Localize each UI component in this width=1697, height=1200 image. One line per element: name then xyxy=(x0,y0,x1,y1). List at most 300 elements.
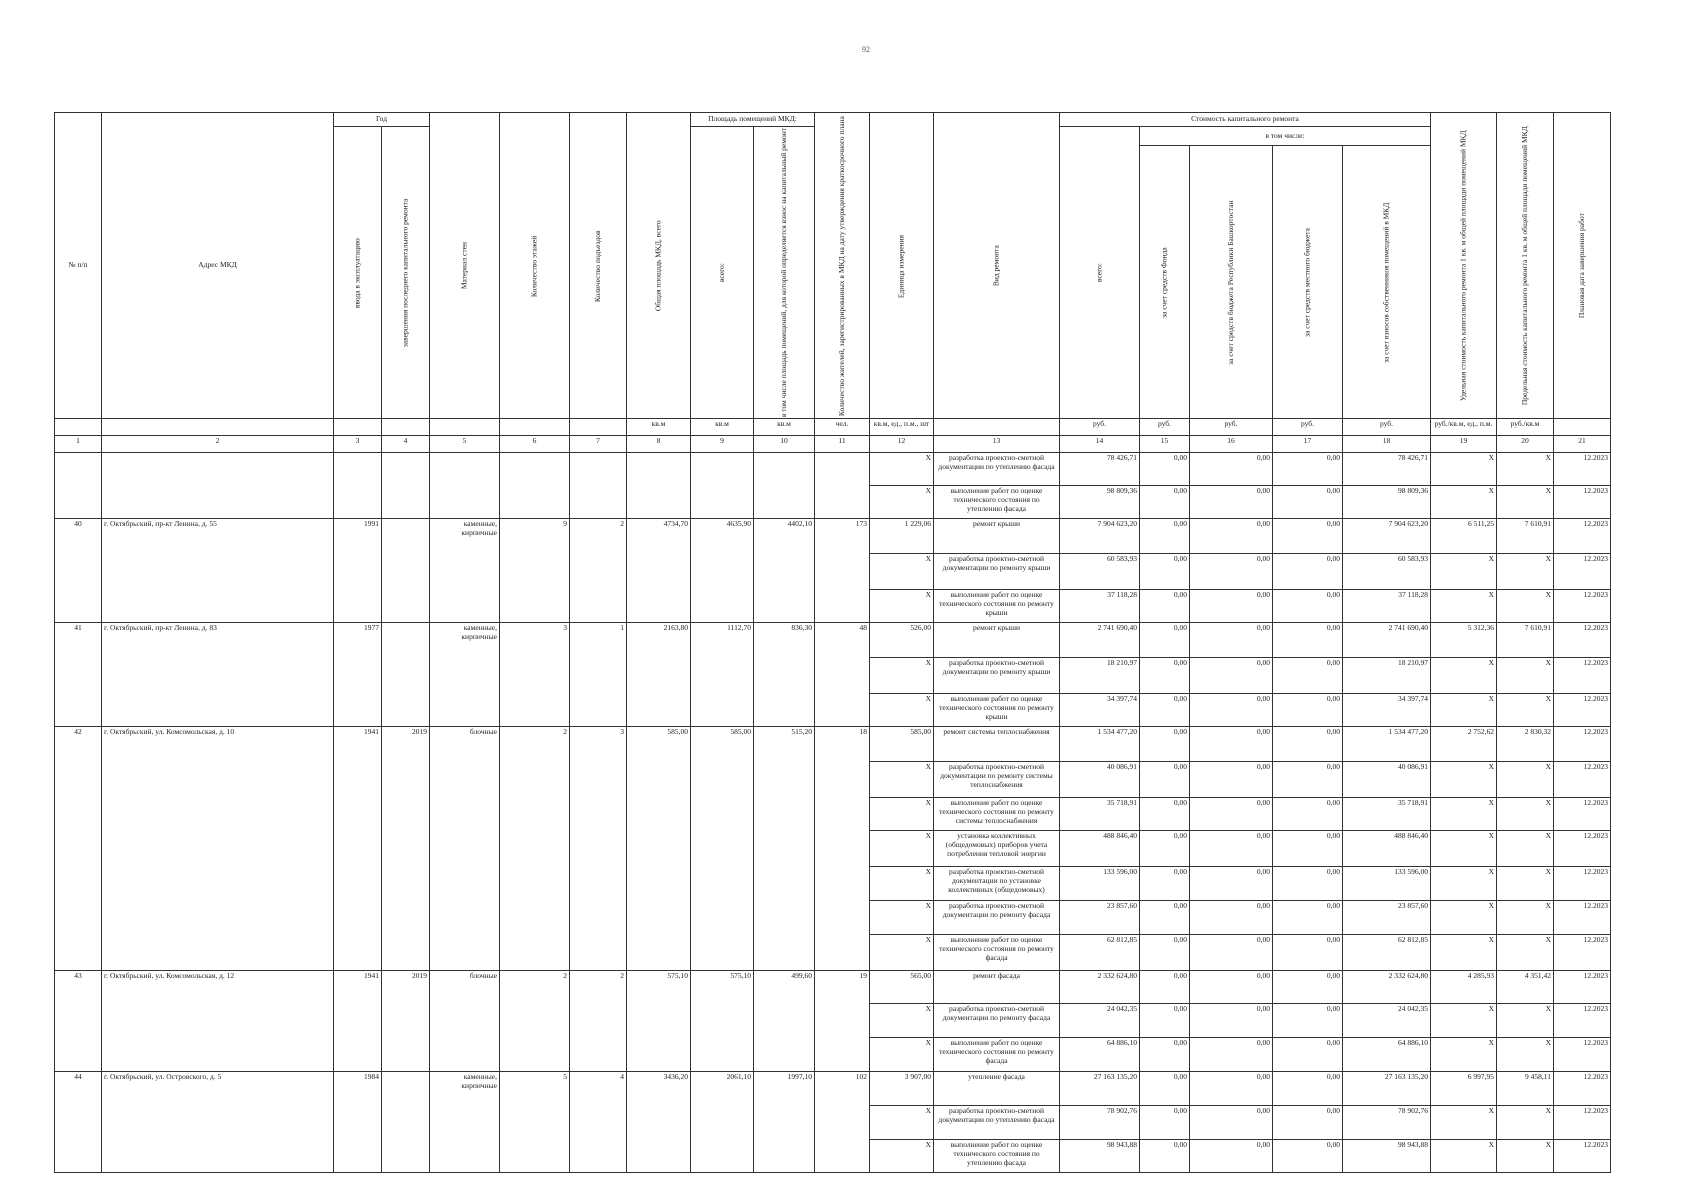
work-type-cell: установка коллективных (общедомовых) приборов учета потребления тепловой энергии xyxy=(934,831,1060,867)
floors-cell: 2 xyxy=(500,727,570,971)
num-cell: 40 xyxy=(55,519,102,623)
cost-local-cell: 0,00 xyxy=(1273,798,1343,831)
address-cell: г. Октябрьский, ул. Комсомольская, д. 10 xyxy=(102,727,334,971)
year-cell xyxy=(334,453,382,519)
specific-cost-cell: 2 752,62 xyxy=(1431,727,1497,762)
specific-cost-cell: X xyxy=(1431,901,1497,935)
col-index: 2 xyxy=(102,436,334,453)
unit-cell: 526,00 xyxy=(870,623,934,658)
total-area-cell: 575,10 xyxy=(627,971,691,1072)
cost-local-cell: 0,00 xyxy=(1273,658,1343,694)
cost-republic-cell: 0,00 xyxy=(1190,1038,1273,1072)
cost-republic-cell: 0,00 xyxy=(1190,971,1273,1004)
cost-owners-cell: 18 210,97 xyxy=(1343,658,1431,694)
cost-local-cell: 0,00 xyxy=(1273,1140,1343,1173)
max-cost-cell: X xyxy=(1497,486,1554,519)
col-index: 15 xyxy=(1140,436,1190,453)
cost-owners-cell: 62 812,85 xyxy=(1343,935,1431,971)
cost-republic-cell: 0,00 xyxy=(1190,831,1273,867)
specific-cost-cell: X xyxy=(1431,935,1497,971)
cost-total-cell: 62 812,85 xyxy=(1060,935,1140,971)
last-repair-cell xyxy=(382,623,430,727)
residents-cell: 48 xyxy=(815,623,870,727)
header-wall-material: Материал стен xyxy=(430,113,500,419)
cost-republic-cell: 0,00 xyxy=(1190,1140,1273,1173)
cost-total-cell: 78 902,76 xyxy=(1060,1106,1140,1140)
col-index: 18 xyxy=(1343,436,1431,453)
unit-cell: чел. xyxy=(815,419,870,436)
specific-cost-cell: X xyxy=(1431,554,1497,590)
floors-cell: 3 xyxy=(500,623,570,727)
cost-total-cell: 35 718,91 xyxy=(1060,798,1140,831)
planned-date-cell: 12.2023 xyxy=(1554,831,1611,867)
work-type-cell: разработка проектно-сметной документации по утеплению фасада xyxy=(934,453,1060,486)
max-cost-cell: X xyxy=(1497,554,1554,590)
work-type-cell: ремонт системы теплоснабжения xyxy=(934,727,1060,762)
residents-cell: 102 xyxy=(815,1072,870,1173)
address-cell: г. Октябрьский, пр-кт Ленина, д. 83 xyxy=(102,623,334,727)
work-type-cell: утепление фасада xyxy=(934,1072,1060,1106)
last-repair-cell: 2019 xyxy=(382,971,430,1072)
premises-cell: 4635,90 xyxy=(691,519,754,623)
unit-cell: X xyxy=(870,453,934,486)
cost-fund-cell: 0,00 xyxy=(1140,590,1190,623)
num-cell: 44 xyxy=(55,1072,102,1173)
residents-area-cell xyxy=(754,453,815,519)
col-index: 19 xyxy=(1431,436,1497,453)
work-type-cell: выполнение работ по оценке технического состояния по утеплению фасада xyxy=(934,1140,1060,1173)
cost-fund-cell: 0,00 xyxy=(1140,971,1190,1004)
premises-cell: 2061,10 xyxy=(691,1072,754,1173)
unit-cell: руб. xyxy=(1190,419,1273,436)
cost-republic-cell: 0,00 xyxy=(1190,798,1273,831)
entrances-cell: 4 xyxy=(570,1072,627,1173)
material-cell xyxy=(430,453,500,519)
col-index: 1 xyxy=(55,436,102,453)
specific-cost-cell: X xyxy=(1431,453,1497,486)
unit-cell: X xyxy=(870,798,934,831)
num-cell xyxy=(55,453,102,519)
header-floors: Количество этажей xyxy=(500,113,570,419)
unit-cell: X xyxy=(870,831,934,867)
unit-cell: X xyxy=(870,935,934,971)
unit-cell: X xyxy=(870,901,934,935)
unit-cell: руб. xyxy=(1273,419,1343,436)
col-index: 10 xyxy=(754,436,815,453)
year-cell: 1984 xyxy=(334,1072,382,1173)
premises-cell: 585,00 xyxy=(691,727,754,971)
residents-area-cell: 4402,10 xyxy=(754,519,815,623)
cost-local-cell: 0,00 xyxy=(1273,590,1343,623)
header-republic: за счет средств бюджета Республики Башкортостан xyxy=(1190,146,1273,419)
cost-owners-cell: 1 534 477,20 xyxy=(1343,727,1431,762)
address-cell: г. Октябрьский, пр-кт Ленина, д. 55 xyxy=(102,519,334,623)
year-cell: 1941 xyxy=(334,727,382,971)
last-repair-cell xyxy=(382,453,430,519)
cost-fund-cell: 0,00 xyxy=(1140,554,1190,590)
unit-cell: кв.м xyxy=(754,419,815,436)
cost-local-cell: 0,00 xyxy=(1273,519,1343,554)
specific-cost-cell: 4 285,93 xyxy=(1431,971,1497,1004)
cost-local-cell: 0,00 xyxy=(1273,694,1343,727)
last-repair-cell: 2019 xyxy=(382,727,430,971)
unit-cell: руб. xyxy=(1343,419,1431,436)
work-type-cell: выполнение работ по оценке технического состояния по ремонту фасада xyxy=(934,1038,1060,1072)
cost-total-cell: 488 846,40 xyxy=(1060,831,1140,867)
column-index-row xyxy=(55,436,1611,453)
col-index: 16 xyxy=(1190,436,1273,453)
col-index: 14 xyxy=(1060,436,1140,453)
col-index: 7 xyxy=(570,436,627,453)
entrances-cell: 3 xyxy=(570,727,627,971)
cost-owners-cell: 78 902,76 xyxy=(1343,1106,1431,1140)
header-specific-cost: Удельная стоимость капитального ремонта 1 кв. м общей площади помещений МКД xyxy=(1431,113,1497,419)
unit-cell: X xyxy=(870,1004,934,1038)
unit-cell: 565,00 xyxy=(870,971,934,1004)
max-cost-cell: X xyxy=(1497,935,1554,971)
cost-owners-cell: 64 886,10 xyxy=(1343,1038,1431,1072)
work-type-cell: ремонт крыши xyxy=(934,623,1060,658)
planned-date-cell: 12.2023 xyxy=(1554,623,1611,658)
unit-cell: X xyxy=(870,1106,934,1140)
work-type-cell: разработка проектно-сметной документации по ремонту фасада xyxy=(934,901,1060,935)
specific-cost-cell: X xyxy=(1431,1038,1497,1072)
cost-owners-cell: 60 583,93 xyxy=(1343,554,1431,590)
unit-cell: руб. xyxy=(1060,419,1140,436)
floors-cell: 9 xyxy=(500,519,570,623)
max-cost-cell: X xyxy=(1497,831,1554,867)
planned-date-cell: 12.2023 xyxy=(1554,519,1611,554)
last-repair-cell xyxy=(382,519,430,623)
specific-cost-cell: X xyxy=(1431,867,1497,901)
cost-owners-cell: 34 397,74 xyxy=(1343,694,1431,727)
max-cost-cell: 7 610,91 xyxy=(1497,623,1554,658)
col-index: 5 xyxy=(430,436,500,453)
header-total-area: Общая площадь МКД, всего xyxy=(627,113,691,419)
unit-cell: X xyxy=(870,762,934,798)
cost-owners-cell: 35 718,91 xyxy=(1343,798,1431,831)
max-cost-cell: 7 610,91 xyxy=(1497,519,1554,554)
total-area-cell xyxy=(627,453,691,519)
cost-fund-cell: 0,00 xyxy=(1140,1038,1190,1072)
cost-republic-cell: 0,00 xyxy=(1190,867,1273,901)
cost-local-cell: 0,00 xyxy=(1273,1004,1343,1038)
cost-republic-cell: 0,00 xyxy=(1190,453,1273,486)
cost-republic-cell: 0,00 xyxy=(1190,762,1273,798)
col-index: 21 xyxy=(1554,436,1611,453)
unit-cell: руб./кв.м, ед., п.м. xyxy=(1431,419,1497,436)
residents-area-cell: 515,20 xyxy=(754,727,815,971)
max-cost-cell: X xyxy=(1497,453,1554,486)
cost-owners-cell: 27 163 135,20 xyxy=(1343,1072,1431,1106)
unit-cell: кв.м, ед., п.м., шт xyxy=(870,419,934,436)
cost-local-cell: 0,00 xyxy=(1273,727,1343,762)
max-cost-cell: X xyxy=(1497,1106,1554,1140)
unit-cell: 1 229,06 xyxy=(870,519,934,554)
premises-cell: 1112,70 xyxy=(691,623,754,727)
work-type-cell: выполнение работ по оценке технического состояния по ремонту системы теплоснабжения xyxy=(934,798,1060,831)
work-type-cell: разработка проектно-сметной документации по ремонту системы теплоснабжения xyxy=(934,762,1060,798)
max-cost-cell: 2 830,32 xyxy=(1497,727,1554,762)
year-cell: 1991 xyxy=(334,519,382,623)
planned-date-cell: 12.2023 xyxy=(1554,935,1611,971)
address-cell xyxy=(102,453,334,519)
cost-total-cell: 2 741 690,40 xyxy=(1060,623,1140,658)
cost-fund-cell: 0,00 xyxy=(1140,486,1190,519)
cost-fund-cell: 0,00 xyxy=(1140,762,1190,798)
cost-total-cell: 133 596,00 xyxy=(1060,867,1140,901)
unit-cell: X xyxy=(870,658,934,694)
capital-repair-plan-table xyxy=(54,112,1611,1173)
cost-republic-cell: 0,00 xyxy=(1190,727,1273,762)
planned-date-cell: 12.2023 xyxy=(1554,1106,1611,1140)
header-num: № п/п xyxy=(55,113,102,419)
work-type-cell: разработка проектно-сметной документации по установке коллективных (общедомовых) xyxy=(934,867,1060,901)
specific-cost-cell: X xyxy=(1431,658,1497,694)
cost-total-cell: 18 210,97 xyxy=(1060,658,1140,694)
cost-fund-cell: 0,00 xyxy=(1140,1106,1190,1140)
cost-republic-cell: 0,00 xyxy=(1190,519,1273,554)
cost-republic-cell: 0,00 xyxy=(1190,1106,1273,1140)
cost-local-cell: 0,00 xyxy=(1273,935,1343,971)
cost-fund-cell: 0,00 xyxy=(1140,727,1190,762)
col-index: 9 xyxy=(691,436,754,453)
material-cell: блочные xyxy=(430,971,500,1072)
table-row xyxy=(55,519,1611,554)
max-cost-cell: X xyxy=(1497,694,1554,727)
col-index: 11 xyxy=(815,436,870,453)
cost-local-cell: 0,00 xyxy=(1273,867,1343,901)
unit-cell: X xyxy=(870,694,934,727)
cost-fund-cell: 0,00 xyxy=(1140,453,1190,486)
total-area-cell: 4734,70 xyxy=(627,519,691,623)
entrances-cell: 2 xyxy=(570,519,627,623)
cost-fund-cell: 0,00 xyxy=(1140,1004,1190,1038)
cost-fund-cell: 0,00 xyxy=(1140,658,1190,694)
table-row xyxy=(55,727,1611,762)
cost-owners-cell: 488 846,40 xyxy=(1343,831,1431,867)
work-type-cell: разработка проектно-сметной документации по утеплению фасада xyxy=(934,1106,1060,1140)
planned-date-cell: 12.2023 xyxy=(1554,486,1611,519)
floors-cell: 2 xyxy=(500,971,570,1072)
col-index: 8 xyxy=(627,436,691,453)
num-cell: 42 xyxy=(55,727,102,971)
unit-cell: X xyxy=(870,590,934,623)
cost-owners-cell: 78 426,71 xyxy=(1343,453,1431,486)
work-type-cell: разработка проектно-сметной документации по ремонту фасада xyxy=(934,1004,1060,1038)
work-type-cell: выполнение работ по оценке технического состояния по ремонту фасада xyxy=(934,935,1060,971)
header-year-commission: ввода в эксплуатацию xyxy=(334,127,382,419)
header-year: Год xyxy=(334,113,430,127)
cost-local-cell: 0,00 xyxy=(1273,453,1343,486)
material-cell: блочные xyxy=(430,727,500,971)
specific-cost-cell: X xyxy=(1431,1140,1497,1173)
cost-local-cell: 0,00 xyxy=(1273,831,1343,867)
cost-republic-cell: 0,00 xyxy=(1190,1004,1273,1038)
max-cost-cell: X xyxy=(1497,762,1554,798)
header-premises: Площадь помещений МКД: xyxy=(691,113,815,127)
cost-fund-cell: 0,00 xyxy=(1140,935,1190,971)
header-planned-date: Плановая дата завершения работ xyxy=(1554,113,1611,419)
page-number: 92 xyxy=(862,45,870,54)
col-index: 17 xyxy=(1273,436,1343,453)
specific-cost-cell: X xyxy=(1431,590,1497,623)
cost-local-cell: 0,00 xyxy=(1273,623,1343,658)
work-type-cell: ремонт фасада xyxy=(934,971,1060,1004)
cost-republic-cell: 0,00 xyxy=(1190,623,1273,658)
planned-date-cell: 12.2023 xyxy=(1554,1038,1611,1072)
max-cost-cell: 9 458,11 xyxy=(1497,1072,1554,1106)
cost-owners-cell: 98 943,88 xyxy=(1343,1140,1431,1173)
work-type-cell: выполнение работ по оценке технического состояния по ремонту крыши xyxy=(934,590,1060,623)
entrances-cell: 2 xyxy=(570,971,627,1072)
work-type-cell: разработка проектно-сметной документации по ремонту крыши xyxy=(934,554,1060,590)
entrances-cell: 1 xyxy=(570,623,627,727)
planned-date-cell: 12.2023 xyxy=(1554,453,1611,486)
col-index: 4 xyxy=(382,436,430,453)
year-cell: 1977 xyxy=(334,623,382,727)
max-cost-cell: 4 351,42 xyxy=(1497,971,1554,1004)
planned-date-cell: 12.2023 xyxy=(1554,554,1611,590)
floors-cell: 5 xyxy=(500,1072,570,1173)
specific-cost-cell: 5 312,36 xyxy=(1431,623,1497,658)
header-fund: за счет средств Фонда xyxy=(1140,146,1190,419)
col-index: 13 xyxy=(934,436,1060,453)
col-index: 20 xyxy=(1497,436,1554,453)
total-area-cell: 3436,20 xyxy=(627,1072,691,1173)
col-index: 6 xyxy=(500,436,570,453)
cost-local-cell: 0,00 xyxy=(1273,1106,1343,1140)
planned-date-cell: 12.2023 xyxy=(1554,867,1611,901)
header-address: Адрес МКД xyxy=(102,113,334,419)
header-entrances: Количество подъездов xyxy=(570,113,627,419)
cost-local-cell: 0,00 xyxy=(1273,1038,1343,1072)
header-cost-total: всего: xyxy=(1060,127,1140,419)
header-work-type: Вид ремонта xyxy=(934,113,1060,419)
cost-total-cell: 60 583,93 xyxy=(1060,554,1140,590)
unit-cell: X xyxy=(870,1038,934,1072)
table-row xyxy=(55,1072,1611,1106)
cost-total-cell: 27 163 135,20 xyxy=(1060,1072,1140,1106)
residents-cell xyxy=(815,453,870,519)
max-cost-cell: X xyxy=(1497,1140,1554,1173)
cost-total-cell: 40 086,91 xyxy=(1060,762,1140,798)
cost-total-cell: 34 397,74 xyxy=(1060,694,1140,727)
unit-cell: кв.м xyxy=(691,419,754,436)
cost-fund-cell: 0,00 xyxy=(1140,1072,1190,1106)
max-cost-cell: X xyxy=(1497,590,1554,623)
header-owners: за счет взносов собственников помещений в МКД xyxy=(1343,146,1431,419)
residents-cell: 18 xyxy=(815,727,870,971)
planned-date-cell: 12.2023 xyxy=(1554,798,1611,831)
address-cell: г. Октябрьский, ул. Комсомольская, д. 12 xyxy=(102,971,334,1072)
max-cost-cell: X xyxy=(1497,798,1554,831)
unit-cell: руб./кв.м xyxy=(1497,419,1554,436)
col-index: 12 xyxy=(870,436,934,453)
material-cell: каменные, кирпичные xyxy=(430,519,500,623)
planned-date-cell: 12.2023 xyxy=(1554,971,1611,1004)
material-cell: каменные, кирпичные xyxy=(430,1072,500,1173)
cost-republic-cell: 0,00 xyxy=(1190,658,1273,694)
cost-fund-cell: 0,00 xyxy=(1140,694,1190,727)
unit-cell: 3 907,00 xyxy=(870,1072,934,1106)
cost-fund-cell: 0,00 xyxy=(1140,867,1190,901)
specific-cost-cell: X xyxy=(1431,831,1497,867)
planned-date-cell: 12.2023 xyxy=(1554,1004,1611,1038)
work-type-cell: разработка проектно-сметной документации по ремонту крыши xyxy=(934,658,1060,694)
col-index: 3 xyxy=(334,436,382,453)
cost-owners-cell: 2 332 624,80 xyxy=(1343,971,1431,1004)
unit-cell: X xyxy=(870,867,934,901)
max-cost-cell: X xyxy=(1497,658,1554,694)
floors-cell xyxy=(500,453,570,519)
max-cost-cell: X xyxy=(1497,867,1554,901)
cost-republic-cell: 0,00 xyxy=(1190,901,1273,935)
header-residents: Количество жителей, зарегистрированных в МКД на дату утверждения краткосрочного плана xyxy=(815,113,870,419)
cost-local-cell: 0,00 xyxy=(1273,486,1343,519)
cost-republic-cell: 0,00 xyxy=(1190,486,1273,519)
premises-cell xyxy=(691,453,754,519)
specific-cost-cell: 6 997,95 xyxy=(1431,1072,1497,1106)
unit-cell: 585,00 xyxy=(870,727,934,762)
planned-date-cell: 12.2023 xyxy=(1554,727,1611,762)
premises-cell: 575,10 xyxy=(691,971,754,1072)
specific-cost-cell: X xyxy=(1431,798,1497,831)
address-cell: г. Октябрьский, ул. Островского, д. 5 xyxy=(102,1072,334,1173)
cost-total-cell: 98 809,36 xyxy=(1060,486,1140,519)
unit-cell: X xyxy=(870,554,934,590)
cost-total-cell: 1 534 477,20 xyxy=(1060,727,1140,762)
cost-total-cell: 37 118,28 xyxy=(1060,590,1140,623)
unit-cell: X xyxy=(870,486,934,519)
cost-total-cell: 98 943,88 xyxy=(1060,1140,1140,1173)
last-repair-cell xyxy=(382,1072,430,1173)
cost-owners-cell: 7 904 623,20 xyxy=(1343,519,1431,554)
work-type-cell: выполнение работ по оценке технического состояния по утеплению фасада xyxy=(934,486,1060,519)
header-local: за счет средств местного бюджета xyxy=(1273,146,1343,419)
cost-total-cell: 7 904 623,20 xyxy=(1060,519,1140,554)
cost-republic-cell: 0,00 xyxy=(1190,1072,1273,1106)
specific-cost-cell: X xyxy=(1431,486,1497,519)
planned-date-cell: 12.2023 xyxy=(1554,694,1611,727)
specific-cost-cell: X xyxy=(1431,762,1497,798)
cost-owners-cell: 37 118,28 xyxy=(1343,590,1431,623)
planned-date-cell: 12.2023 xyxy=(1554,590,1611,623)
planned-date-cell: 12.2023 xyxy=(1554,762,1611,798)
cost-republic-cell: 0,00 xyxy=(1190,554,1273,590)
cost-local-cell: 0,00 xyxy=(1273,901,1343,935)
max-cost-cell: X xyxy=(1497,1038,1554,1072)
cost-republic-cell: 0,00 xyxy=(1190,590,1273,623)
header-unit: Единица измерения xyxy=(870,113,934,419)
cost-owners-cell: 2 741 690,40 xyxy=(1343,623,1431,658)
cost-fund-cell: 0,00 xyxy=(1140,1140,1190,1173)
num-cell: 43 xyxy=(55,971,102,1072)
cost-local-cell: 0,00 xyxy=(1273,554,1343,590)
header-incl: в том числе: xyxy=(1140,127,1431,146)
cost-owners-cell: 133 596,00 xyxy=(1343,867,1431,901)
cost-fund-cell: 0,00 xyxy=(1140,519,1190,554)
header-premises-residents: в том числе площадь помещений, для которой определяется взнос на капитальный ремонт xyxy=(754,127,815,419)
max-cost-cell: X xyxy=(1497,901,1554,935)
table-row xyxy=(55,623,1611,658)
planned-date-cell: 12.2023 xyxy=(1554,1072,1611,1106)
cost-fund-cell: 0,00 xyxy=(1140,623,1190,658)
specific-cost-cell: X xyxy=(1431,694,1497,727)
residents-area-cell: 836,30 xyxy=(754,623,815,727)
table-row xyxy=(55,453,1611,486)
header-premises-total: всего: xyxy=(691,127,754,419)
